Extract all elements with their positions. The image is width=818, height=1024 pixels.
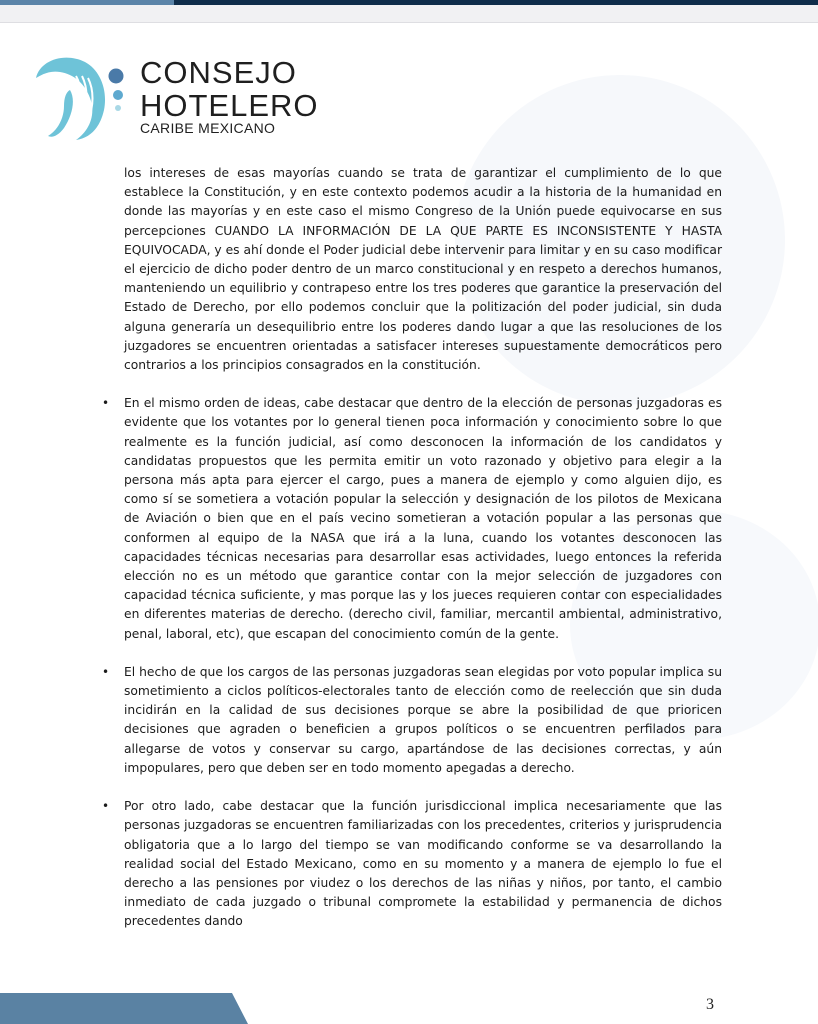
paragraph: los intereses de esas mayorías cuando se trata de garantizar el cumplimiento de lo que establece la Constitución, y en este contexto podemos acudir a la historia de la humanidad en donde las mayorías y en este caso el mismo Congreso de la Unión puede equivocarse en sus percepciones CUANDO LA INFORMACIÓN DE LA QUE PARTE ES INCONSISTENTE Y HASTA EQUIVOCADA, y es ahí donde el Poder judicial debe intervenir para limitar y en su caso modificar el ejercicio de dicho poder dentro de un marco constitucional y en respeto a derechos humanos, manteniendo un equilibrio y contrapeso entre los tres poderes que garantice la preservación del Estado de Derecho, por ello podemos concluir que la politización del poder judicial, sin duda alguna generaría un desequilibrio entre los poderes dando lugar a que las resoluciones de los juzgadores se encuentren orientadas a satisfacer intereses supuestamente democráticos pero contrarios a los principios consagrados en la constitución.: [124, 166, 722, 373]
bullet-item: [102, 797, 722, 931]
bullet-item: [102, 663, 722, 778]
bullet-text: Por otro lado, cabe destacar que la función jurisdiccional implica necesariamente que las personas juzgadoras se encuentren familiarizadas con los precedentes, criterios y jurisprudencia obligatoria que a lo largo del tiempo se van modificando conforme se va desarrollando la realidad social del Estado Mexicano, como en su momento y a manera de ejemplo lo fue el derecho a las pensiones por viudez o los derechos de las niñas y niños, por tanto, el cambio inmediato de cada juzgado o tribunal compromete la estabilidad y permanencia de dichos precedentes dando: [124, 799, 722, 929]
bullet-icon: •: [102, 396, 110, 411]
document-body: [102, 164, 722, 932]
logo-word: HOTELERO: [140, 88, 319, 123]
wave-bubbles-icon: [30, 50, 140, 145]
logo-line-consejo: [140, 56, 319, 89]
bullet-text: El hecho de que los cargos de las personas juzgadoras sean elegidas por voto popular implica su sometimiento a ciclos políticos-electorales tanto de elección como de reelección que sin duda incidirán en la calidad de sus decisiones porque se abre la posibilidad de que prioricen decisiones que agraden o beneficien a grupos políticos o se encuentren perfilados para allegarse de votos y conservar su cargo, apartándose de las decisiones correctas, y aún impopulares, pero que deben ser en todo momento apegadas a derecho.: [124, 664, 722, 775]
bullet-icon: •: [102, 664, 110, 679]
bullet-text: En el mismo orden de ideas, cabe destacar que dentro de la elección de personas juzgadoras es evidente que los votantes por lo general tienen poca información y conocimiento sobre lo que realmente es la función judicial, así como desconocen la información de los candidatos y candidatas propuestos que les permita emitir un voto razonado y objetivo para elegir a la persona más apta para ejercer el cargo, pues a manera de ejemplo y como alguien dijo, es como sí se sometiera a votación popular la selección y designación de los pilotos de Mexicana de Aviación o bien que en el país vecino sometieran a votación popular a las personas que conformen al equipo de la NASA que irá a la luna, cuando los votantes desconocen las capacidades técnicas necesarias para desarrollar esas actividades, luego entonces la referida elección no es un método que garantice contar con la mejor selección de juzgadores con capacidad técnica suficiente, y mas porque las y los jueces requieren contar con especialidades en diferentes materias de derecho. (derecho civil, familiar, mercantil ambiental, administrativo, penal, laboral, etc), que escapan del conocimiento común de la gente.: [124, 396, 722, 641]
logo-line-caribe-mexicano: CARIBE MEXICANO: [140, 120, 276, 136]
bullet-icon: •: [102, 799, 110, 814]
bullet-item: [102, 394, 722, 644]
viewer-toolbar: [0, 5, 818, 23]
logo-word: CONSEJO: [140, 55, 297, 90]
page-number: 3: [706, 996, 714, 1013]
logo-wordmark: [140, 56, 319, 136]
logo-line-hotelero: [140, 89, 319, 122]
footer-decoration-band: [0, 993, 248, 1024]
